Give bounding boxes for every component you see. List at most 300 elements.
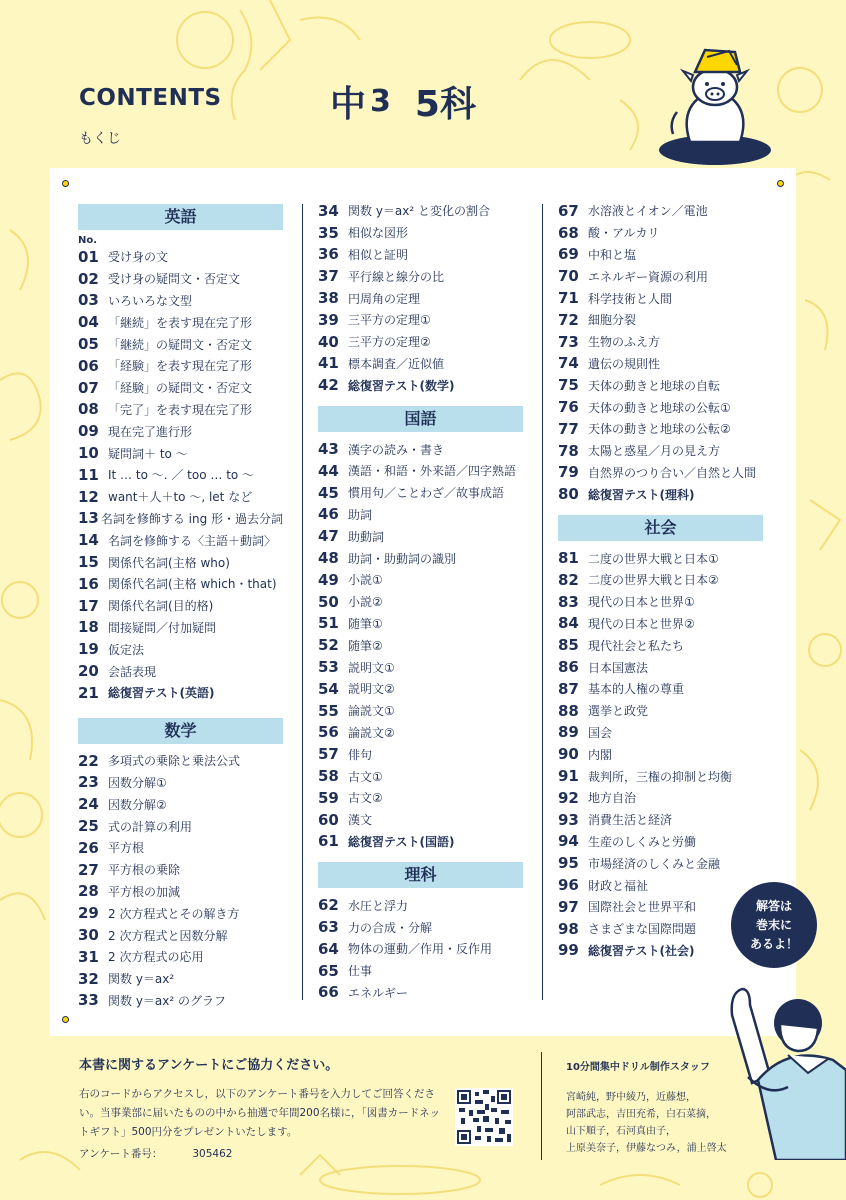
english-unit-list [78,246,283,704]
contents-item [318,960,523,982]
answer-note-bubble [731,882,817,968]
contents-item-title: 現在完了進行形 [108,424,193,439]
contents-item [78,268,283,290]
contents-item-number: 14 [78,531,99,550]
contents-item [78,881,283,903]
science-unit-list-continued [558,200,763,505]
contents-item-title: 随筆② [348,638,383,653]
contents-item-title: 総復習テスト(理科) [588,487,695,502]
contents-item-title: 説明文① [348,660,395,675]
contents-item [78,311,283,333]
section-heading-math: 数学 [78,718,283,744]
contents-item-title: 自然界のつり合い／自然と人間 [588,465,757,480]
survey-qr-code[interactable] [455,1088,513,1146]
contents-item-number: 68 [558,223,579,242]
contents-item [318,809,523,831]
contents-item-number: 54 [318,679,339,698]
contents-item [558,309,763,331]
contents-item-number: 79 [558,463,579,482]
contents-item [558,331,763,353]
contents-item [78,529,283,551]
contents-item-title: 現代の日本と世界② [588,616,695,631]
contents-item [558,374,763,396]
contents-item-title: 中和と塩 [588,247,637,262]
contents-item-number: 84 [558,614,579,633]
contents-item [318,222,523,244]
contents-item [318,831,523,853]
contents-item-number: 20 [78,662,99,681]
column-divider [302,204,303,1000]
book-title [330,76,476,127]
contents-item [78,442,283,464]
contents-item-title: 2 次方程式と因数分解 [108,928,228,943]
contents-item-number: 78 [558,441,579,460]
contents-subheading: もくじ [79,131,121,147]
contents-item-title: 慣用句／ことわざ／故事成語 [348,486,505,501]
contents-item [558,353,763,375]
contents-item-number: 74 [558,354,579,373]
contents-item-number: 81 [558,549,579,568]
book-title-subjects: 5科 [414,84,476,125]
contents-item-number: 59 [318,788,339,807]
contents-item-title: いろいろな文型 [108,293,193,308]
section-heading-english: 英語 [78,204,283,230]
contents-item-number: 71 [558,289,579,308]
contents-item-title: 標本調査／近似値 [348,356,445,371]
contents-item [558,852,763,874]
science-unit-list [318,894,523,1003]
contents-item-title: 生産のしくみと労働 [588,834,697,849]
staff-line: 宮崎純，野中綾乃，近藤想， [566,1092,696,1103]
contents-item-title: 国際社会と世界平和 [588,900,697,915]
contents-item-number: 52 [318,636,339,655]
contents-item-title: 関数 y＝ax² のグラフ [108,993,226,1008]
contents-item-title: 三平方の定理① [348,313,431,328]
contents-item-title: 受け身の文 [108,250,169,265]
contents-item-number: 63 [318,918,339,936]
contents-item-number: 93 [558,810,579,829]
contents-item-title: 論説文① [348,704,395,719]
contents-item [318,482,523,504]
column-divider [542,204,543,1000]
contents-item [318,634,523,656]
contents-item [78,551,283,573]
contents-item [558,547,763,569]
japanese-unit-list [318,438,523,852]
survey-number-label: アンケート番号： [79,1148,163,1160]
contents-item-title: エネルギー [348,985,409,1000]
panel-dot-top-right [777,180,784,187]
contents-item [558,700,763,722]
contents-item-title: 関数 y＝ax² [108,972,175,987]
contents-item-number: 39 [318,310,339,329]
contents-item-number: 61 [318,832,339,851]
contents-item-number: 23 [78,773,99,792]
contents-item [318,244,523,266]
contents-item-title: 多項式の乗除と乗法公式 [108,754,241,769]
contents-item [558,591,763,613]
contents-item-title: 仕事 [348,964,373,979]
contents-item-number: 69 [558,245,579,264]
survey-number [79,1146,519,1161]
contents-item [318,722,523,744]
contents-item-title: 日本国憲法 [588,660,649,675]
contents-item-number: 86 [558,658,579,677]
contents-panel [50,168,796,1036]
contents-item-number: 07 [78,378,99,397]
contents-item-number: 30 [78,926,99,944]
contents-item [78,793,283,815]
contents-item-title: 「経験」を表す現在完了形 [108,359,253,374]
contents-item [318,353,523,375]
contents-item [558,287,763,309]
contents-item-title: 細胞分裂 [588,313,637,328]
contents-column-1 [78,204,283,1011]
contents-item-number: 65 [318,961,339,980]
contents-item-title: 天体の動きと地球の公転② [588,422,731,437]
section-heading-science: 理科 [318,862,523,888]
number-column-label: No. [78,235,98,246]
contents-item-title: 平方根の乗除 [108,863,181,878]
contents-item-title: 論説文② [348,725,395,740]
contents-item [318,982,523,1004]
contents-item-title: 随筆① [348,616,383,631]
contents-item-number: 36 [318,245,339,264]
contents-item-number: 22 [78,751,99,770]
contents-item-number: 49 [318,570,339,589]
contents-item [78,355,283,377]
book-title-grade: 3 [370,84,391,119]
contents-item [558,678,763,700]
contents-item-number: 47 [318,527,339,546]
contents-item-number: 04 [78,313,99,332]
contents-item [558,483,763,505]
contents-item-title: 平行線と線分の比 [348,269,445,284]
contents-item-title: 関係代名詞(目的格) [108,599,214,614]
contents-item-title: 名詞を修飾する〈主語＋動詞〉 [108,533,277,548]
staff-list [566,1089,766,1157]
contents-item [558,809,763,831]
contents-item [78,573,283,595]
contents-item-title: 水圧と浮力 [348,898,409,913]
contents-item-title: 漢語・和語・外来語／四字熟語 [348,464,517,479]
contents-item-number: 45 [318,483,339,502]
pig-mascot-illustration [655,42,775,167]
contents-item-number: 31 [78,947,99,966]
contents-item-number: 43 [318,440,339,459]
contents-item-title: 間接疑問／付加疑問 [108,620,217,635]
contents-item-title: 因数分解① [108,775,167,790]
contents-item-number: 09 [78,422,99,441]
contents-item [558,634,763,656]
contents-item-number: 24 [78,795,99,814]
contents-item-title: want＋人＋to ～, let など [108,490,253,505]
bubble-line-3: あるよ！ [749,936,798,951]
contents-item-title: 「完了」を表す現在完了形 [108,402,253,417]
section-heading-japanese: 国語 [318,406,523,432]
contents-item-number: 16 [78,574,99,593]
contents-item-number: 94 [558,832,579,851]
contents-item [558,265,763,287]
contents-item-number: 34 [318,201,339,220]
contents-item-title: 2 次方程式の応用 [108,950,204,965]
contents-item-title: 遺伝の規則性 [588,356,661,371]
staff-section [566,1058,766,1157]
contents-item-title: 2 次方程式とその解き方 [108,906,240,921]
contents-item-title: 天体の動きと地球の自転 [588,378,721,393]
contents-item-title: 物体の運動／作用・反作用 [348,942,493,957]
contents-item-title: 基本的人権の尊重 [588,682,685,697]
contents-item-title: 助詞 [348,507,373,522]
contents-item [318,765,523,787]
contents-item-title: 総復習テスト(社会) [588,943,695,958]
contents-item-number: 13 [78,509,99,528]
contents-item [558,656,763,678]
contents-item [78,815,283,837]
contents-item [78,464,283,486]
contents-item [78,595,283,617]
contents-item-number: 26 [78,838,99,857]
contents-item-number: 87 [558,679,579,698]
contents-item-title: 消費生活と経済 [588,813,673,828]
contents-item-title: 関係代名詞(主格 which・that) [108,577,277,592]
contents-item [78,420,283,442]
contents-item-number: 91 [558,767,579,786]
contents-item-number: 76 [558,398,579,417]
contents-item-number: 90 [558,745,579,764]
contents-item-title: 天体の動きと地球の公転① [588,400,731,415]
contents-item-title: 名詞を修飾する ing 形・過去分詞 [100,511,283,526]
contents-item [558,722,763,744]
contents-item-number: 64 [318,939,339,958]
contents-item-title: 平方根の加減 [108,884,181,899]
contents-item-number: 89 [558,723,579,742]
contents-item [318,200,523,222]
footer-divider [541,1052,542,1160]
contents-item-title: 関数 y＝ax² と変化の割合 [348,204,490,219]
contents-item-number: 02 [78,269,99,288]
contents-item-title: 総復習テスト(英語) [108,686,215,701]
contents-item-number: 46 [318,505,339,524]
contents-item [78,946,283,968]
contents-item [558,743,763,765]
bubble-line-2: 巻末に [755,917,792,932]
contents-item [78,660,283,682]
contents-item-number: 12 [78,487,99,506]
contents-item-title: 助動詞 [348,529,385,544]
contents-item-title: 式の計算の利用 [108,819,193,834]
contents-item [318,569,523,591]
contents-item [318,460,523,482]
contents-item-title: 総復習テスト(数学) [348,378,455,393]
contents-item [78,837,283,859]
contents-item-number: 40 [318,332,339,351]
contents-item-number: 05 [78,335,99,354]
contents-item [78,859,283,881]
contents-item [318,504,523,526]
contents-item [78,990,283,1012]
contents-item-title: It … to ～. ／ too … to ～ [108,468,255,483]
contents-item-title: 関係代名詞(主格 who) [108,555,230,570]
contents-item-number: 82 [558,570,579,589]
contents-item-title: 内閣 [588,747,613,762]
contents-item-number: 10 [78,444,99,463]
staff-line: 上原美奈子，伊藤なつみ，浦上啓太 [566,1143,727,1154]
contents-item [318,787,523,809]
contents-item [558,940,763,962]
math-unit-list [78,750,283,1012]
contents-item-number: 53 [318,658,339,677]
contents-item-number: 75 [558,376,579,395]
contents-item [558,200,763,222]
social-studies-unit-list [558,547,763,961]
contents-item-title: 力の合成・分解 [348,920,433,935]
contents-item [558,765,763,787]
contents-item-number: 55 [318,701,339,720]
contents-item-number: 56 [318,723,339,742]
contents-item-title: さまざまな国際問題 [588,922,697,937]
contents-item-number: 98 [558,919,579,938]
contents-item [558,440,763,462]
contents-item-number: 06 [78,356,99,375]
contents-item-title: 「継続」の疑問文・否定文 [108,337,253,352]
staff-heading: 10分間集中ドリル制作スタッフ [566,1062,710,1073]
contents-item-number: 80 [558,485,579,504]
contents-item-title: 古文② [348,791,383,806]
contents-item [78,617,283,639]
contents-item [78,750,283,772]
contents-item-number: 88 [558,701,579,720]
contents-item-number: 67 [558,201,579,220]
contents-item [78,508,283,530]
contents-item [558,569,763,591]
contents-item-number: 15 [78,553,99,572]
contents-item-title: 裁判所，三権の抑制と均衡 [588,769,733,784]
contents-item-number: 95 [558,854,579,873]
contents-item-title: 選挙と政党 [588,704,649,719]
contents-item [318,700,523,722]
contents-item [318,656,523,678]
contents-item-number: 83 [558,592,579,611]
survey-section [79,1054,519,1161]
contents-item-title: 漢字の読み・書き [348,442,445,457]
contents-item [558,874,763,896]
contents-item [558,396,763,418]
contents-item-title: 小説② [348,595,383,610]
contents-item [318,743,523,765]
contents-item-title: 俳句 [348,747,373,762]
contents-item-title: 因数分解② [108,797,167,812]
contents-item-title: 科学技術と人間 [588,291,673,306]
contents-item [318,547,523,569]
contents-item [78,377,283,399]
contents-item [318,265,523,287]
contents-item-number: 77 [558,419,579,438]
math-unit-list-continued [318,200,523,396]
contents-item [78,772,283,794]
contents-item-title: 「経験」の疑問文・否定文 [108,381,253,396]
contents-item-number: 85 [558,636,579,655]
contents-item-number: 48 [318,549,339,568]
contents-item-number: 21 [78,683,99,702]
contents-item-title: 小説① [348,573,383,588]
panel-dot-bottom-left [62,1016,69,1023]
contents-item-number: 08 [78,400,99,419]
contents-item [558,787,763,809]
contents-item-title: 「継続」を表す現在完了形 [108,315,253,330]
section-heading-social: 社会 [558,515,763,541]
contents-item-number: 97 [558,897,579,916]
contents-item-title: 水溶液とイオン／電池 [588,204,708,219]
contents-item-number: 41 [318,354,339,373]
contents-item [558,831,763,853]
contents-item-number: 17 [78,596,99,615]
contents-item [78,968,283,990]
contents-item-title: 相似な図形 [348,226,409,241]
contents-item-title: 総復習テスト(国語) [348,834,455,849]
contents-item [558,462,763,484]
survey-description: 右のコードからアクセスし，以下のアンケート番号を入力してご回答ください。当事業部に届いたものの中から抽選で年間200名様に，「図書カードネットギフト」500円分をプレゼントいたします。 [79,1088,441,1138]
contents-item-number: 11 [78,465,99,484]
contents-item-number: 35 [318,223,339,242]
contents-heading: CONTENTS [79,85,222,111]
contents-item-number: 19 [78,640,99,659]
contents-item-number: 50 [318,592,339,611]
contents-item-title: 地方自治 [588,791,637,806]
contents-item-number: 58 [318,767,339,786]
contents-item-title: 太陽と惑星／月の見え方 [588,444,721,459]
contents-item [78,924,283,946]
contents-item-number: 73 [558,332,579,351]
contents-item-number: 33 [78,991,99,1010]
contents-item-title: 三平方の定理② [348,335,431,350]
contents-item-title: 相似と証明 [348,247,409,262]
contents-item-number: 66 [318,983,339,1002]
contents-item [558,244,763,266]
contents-column-2 [318,200,523,1003]
contents-item-title: 疑問詞＋ to ～ [108,446,188,461]
contents-item-number: 72 [558,310,579,329]
survey-heading: 本書に関するアンケートにご協力ください。 [79,1058,339,1073]
contents-item [318,438,523,460]
contents-item-title: 助詞・助動詞の識別 [348,551,457,566]
contents-item-title: 仮定法 [108,642,145,657]
contents-item [78,486,283,508]
contents-item-number: 03 [78,291,99,310]
contents-item-number: 92 [558,788,579,807]
contents-item [558,222,763,244]
contents-item-title: 漢文 [348,813,373,828]
contents-item-title: 受け身の疑問文・否定文 [108,272,241,287]
contents-item [318,287,523,309]
contents-item-title: 古文① [348,769,383,784]
contents-item-title: エネルギー資源の利用 [588,269,709,284]
contents-item-number: 29 [78,904,99,923]
contents-item [78,682,283,704]
contents-item [78,246,283,268]
contents-item-number: 96 [558,876,579,894]
contents-item-title: 平方根 [108,841,145,856]
contents-item-number: 27 [78,860,99,879]
contents-item [78,399,283,421]
contents-item-number: 70 [558,267,579,286]
contents-item-title: 円周角の定理 [348,291,421,306]
staff-line: 山下順子，石河真由子， [566,1126,676,1137]
contents-item-number: 57 [318,745,339,764]
contents-item-number: 37 [318,267,339,286]
contents-item-number: 38 [318,289,339,308]
contents-item [78,902,283,924]
